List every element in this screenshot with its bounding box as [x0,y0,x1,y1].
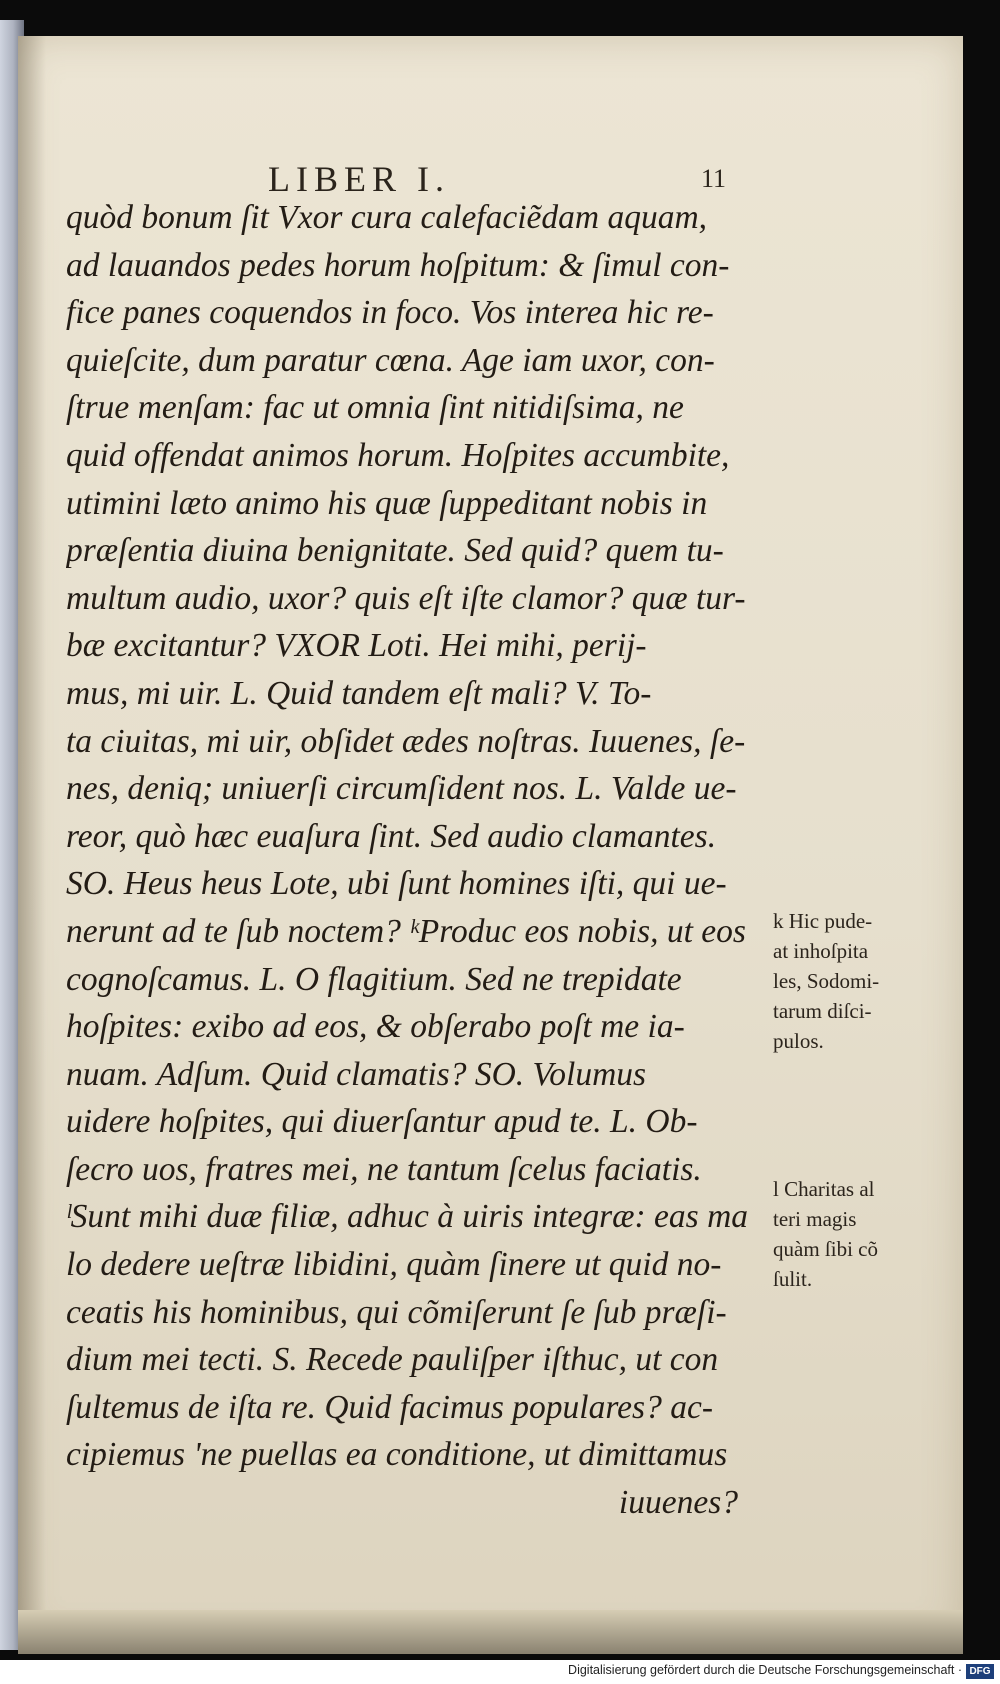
text-line: ad lauandos pedes horum hoſpitum: & ſimul con- [66,246,730,284]
text-line: ſtrue menſam: fac ut omnia ſint nitidiſsima, ne [66,389,684,427]
text-line: SO. Heus heus Lote, ubi ſunt homines iſti, qui ue- [66,865,727,903]
text-line: multum audio, uxor? quis eſt iſte clamor? quæ tur- [66,579,746,617]
text-line: lo dedere ueſtræ libidini, quàm ſinere ut quid no- [66,1246,722,1284]
book-page [18,36,963,1644]
text-line: cipiemus 'ne puellas ea conditione, ut dimittamus [66,1436,728,1474]
marginal-note-line: teri magis [773,1207,857,1231]
text-line: nerunt ad te ſub noctem? ᵏProduc eos nobis, ut eos [66,912,746,950]
text-line: præſentia diuina benignitate. Sed quid? quem tu- [66,532,724,570]
text-line: ſecro uos, fratres mei, ne tantum ſcelus faciatis. [66,1150,702,1188]
text-line: hoſpites: exibo ad eos, & obſerabo poſt me ia- [66,1008,685,1046]
text-line-final: iuuenes? [618,1484,738,1522]
marginal-note-line: at inhoſpita [773,939,869,963]
digitization-footer [0,1660,1000,1684]
marginal-note-k [773,906,953,1056]
text-line: dium mei tecti. S. Recede pauliſper iſthuc, ut con [66,1341,719,1379]
dfg-logo-icon: DFG [966,1664,994,1679]
text-line: ſultemus de iſta re. Quid facimus populares? ac- [66,1388,713,1426]
footer-credit-text: Digitalisierung gefördert durch die Deutsche Forschungsgemeinschaft · [568,1663,962,1677]
text-line: bæ excitantur? VXOR Loti. Hei mihi, perij- [66,627,647,665]
marginal-note-l [773,1174,953,1294]
text-line: mus, mi uir. L. Quid tandem eſt mali? V. To- [66,674,652,712]
page-bottom-edge [18,1610,963,1654]
marginal-note-line: pulos. [773,1029,824,1053]
text-line: quòd bonum ſit Vxor cura calefaciẽdam aquam, [66,199,708,236]
main-text-block [66,194,756,1527]
text-line: cognoſcamus. L. O flagitium. Sed ne trepidate [66,960,682,998]
marginal-note-line: tarum diſci- [773,999,872,1023]
marginal-note-line: les, Sodomi- [773,969,880,993]
gutter-shadow [18,36,46,1644]
marginal-note-line: ſulit. [773,1267,813,1291]
folio-number: 11 [701,164,727,193]
marginal-note-line: k Hic pude- [773,909,873,933]
text-line: ceatis his hominibus, qui cõmiſerunt ſe ſub præſi- [66,1293,727,1331]
running-title: LIBER I. [268,159,450,199]
text-line: utimini læto animo his quæ ſuppeditant nobis in [66,484,708,522]
text-line: quieſcite, dum paratur cœna. Age iam uxor, con- [66,341,715,379]
text-line: fice panes coquendos in foco. Vos interea hic re- [66,294,714,332]
text-line: reor, quò hæc euaſura ſint. Sed audio clamantes. [66,817,717,855]
text-line: uidere hoſpites, qui diuerſantur apud te. L. Ob- [66,1103,698,1141]
text-line: ˡSunt mihi duæ filiæ, adhuc à uiris integræ: eas ma [66,1198,749,1236]
text-line: ta ciuitas, mi uir, obſidet ædes noſtras. Iuuenes, ſe- [66,722,746,760]
marginal-note-line: quàm ſibi cõ [773,1237,878,1261]
running-head [18,128,963,199]
text-line: nes, deniq; uniuerſi circumſident nos. L. Valde ue- [66,770,737,808]
marginal-note-line: l Charitas al [773,1177,875,1201]
text-line: nuam. Adſum. Quid clamatis? SO. Volumus [66,1055,647,1093]
text-line: quid offendat animos horum. Hoſpites accumbite, [66,436,730,474]
